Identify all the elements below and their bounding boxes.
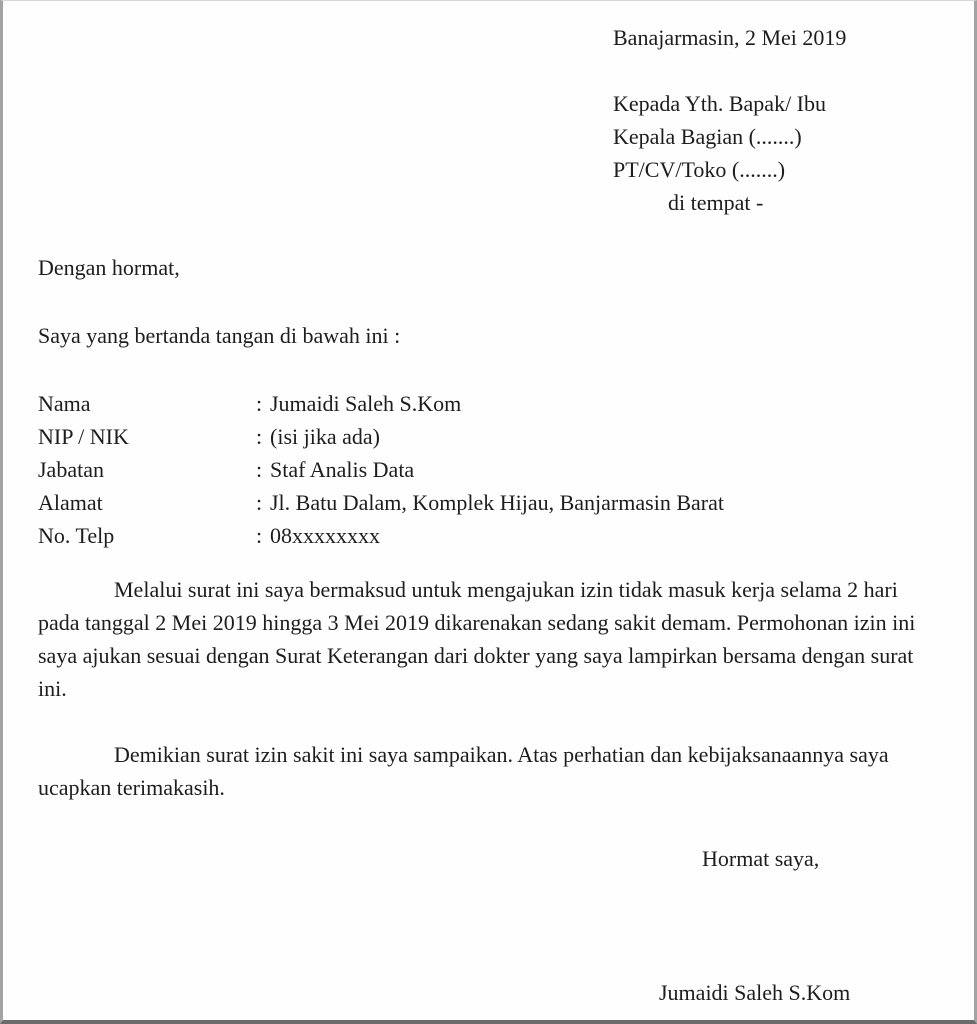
letter-date-line: Banajarmasin, 2 Mei 2019 xyxy=(613,25,847,50)
identity-value: (isi jika ada) xyxy=(270,424,380,449)
identity-colon: : xyxy=(256,457,263,482)
identity-colon: : xyxy=(256,391,263,416)
recipient-block xyxy=(613,87,826,219)
identity-label: Nama xyxy=(38,391,91,416)
identity-row-alamat xyxy=(38,486,724,519)
identity-value: Jl. Batu Dalam, Komplek Hijau, Banjarmasin Barat xyxy=(270,490,724,515)
identity-row-jabatan xyxy=(38,453,724,486)
identity-colon: : xyxy=(256,523,263,548)
identity-value: 08xxxxxxxx xyxy=(270,523,380,548)
identity-colon: : xyxy=(256,424,263,449)
identity-row-nama xyxy=(38,387,724,420)
recipient-line-company: PT/CV/Toko (.......) xyxy=(613,157,786,182)
recipient-line-department: Kepala Bagian (.......) xyxy=(613,124,802,149)
recipient-line-place: di tempat - xyxy=(668,190,764,215)
salutation: Dengan hormat, xyxy=(38,255,180,280)
identity-table xyxy=(38,387,724,552)
identity-row-nip-nik xyxy=(38,420,724,453)
identity-row-no-telp xyxy=(38,519,724,552)
body-paragraph-request: Melalui surat ini saya bermaksud untuk mengajukan izin tidak masuk kerja selama 2 hari pada tanggal 2 Mei 2019 hingga 3 Mei 2019 dikarenakan sedang sakit demam. Permohonan izin ini saya ajukan sesuai dengan Surat Keterangan dari dokter yang saya lampirkan bersama dengan surat ini. xyxy=(38,577,916,701)
signature-name: Jumaidi Saleh S.Kom xyxy=(659,980,851,1005)
identity-value: Staf Analis Data xyxy=(270,457,415,482)
identity-colon: : xyxy=(256,490,263,515)
closing-phrase: Hormat saya, xyxy=(702,846,820,871)
recipient-line-attention: Kepada Yth. Bapak/ Ibu xyxy=(613,91,827,116)
identity-label: No. Telp xyxy=(38,523,115,548)
identity-label: NIP / NIK xyxy=(38,424,129,449)
identity-value: Jumaidi Saleh S.Kom xyxy=(270,391,462,416)
identity-label: Jabatan xyxy=(38,457,104,482)
body-paragraph-closing: Demikian surat izin sakit ini saya sampaikan. Atas perhatian dan kebijaksanaannya saya ucapkan terimakasih. xyxy=(38,742,889,800)
identity-label: Alamat xyxy=(38,490,103,515)
intro-line: Saya yang bertanda tangan di bawah ini : xyxy=(38,323,401,348)
